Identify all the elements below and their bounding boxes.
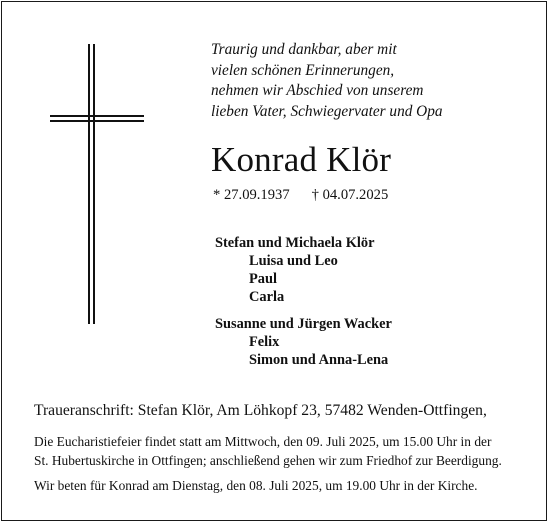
family-child: Simon und Anna-Lena bbox=[249, 352, 389, 368]
intro-line: vielen schönen Erinnerungen, bbox=[211, 61, 395, 79]
family-child: Carla bbox=[249, 289, 285, 305]
family-parents: Stefan und Michaela Klör bbox=[215, 235, 375, 251]
mourning-address: Traueranschrift: Stefan Klör, Am Löhkopf 23, 57482 Wenden-Ottfingen, bbox=[34, 402, 487, 419]
cross-icon bbox=[50, 44, 144, 324]
intro-line: nehmen wir Abschied von unserem bbox=[211, 82, 424, 99]
family-child: Paul bbox=[249, 271, 277, 287]
funeral-mass-info bbox=[34, 432, 534, 470]
family-child: Luisa und Leo bbox=[249, 253, 338, 269]
family-child: Felix bbox=[249, 334, 280, 350]
deceased-name: Konrad Klör bbox=[211, 140, 392, 179]
intro-line: Traurig und dankbar, aber mit bbox=[211, 41, 397, 58]
mourners-list bbox=[215, 234, 392, 369]
life-dates bbox=[213, 187, 388, 204]
birth-date: * 27.09.1937 bbox=[213, 187, 290, 203]
family-parents: Susanne und Jürgen Wacker bbox=[215, 316, 392, 332]
death-date: † 04.07.2025 bbox=[311, 187, 389, 203]
prayer-info: Wir beten für Konrad am Dienstag, den 08. Juli 2025, um 19.00 Uhr in der Kirche. bbox=[34, 478, 478, 493]
mass-line: Die Eucharistiefeier findet statt am Mittwoch, den 09. Juli 2025, um 15.00 Uhr in der bbox=[34, 434, 492, 449]
mass-line: St. Hubertuskirche in Ottfingen; anschließend gehen wir zum Friedhof zur Beerdigung. bbox=[34, 453, 502, 468]
intro-line: lieben Vater, Schwiegervater und Opa bbox=[211, 102, 443, 120]
intro-text bbox=[211, 40, 531, 122]
